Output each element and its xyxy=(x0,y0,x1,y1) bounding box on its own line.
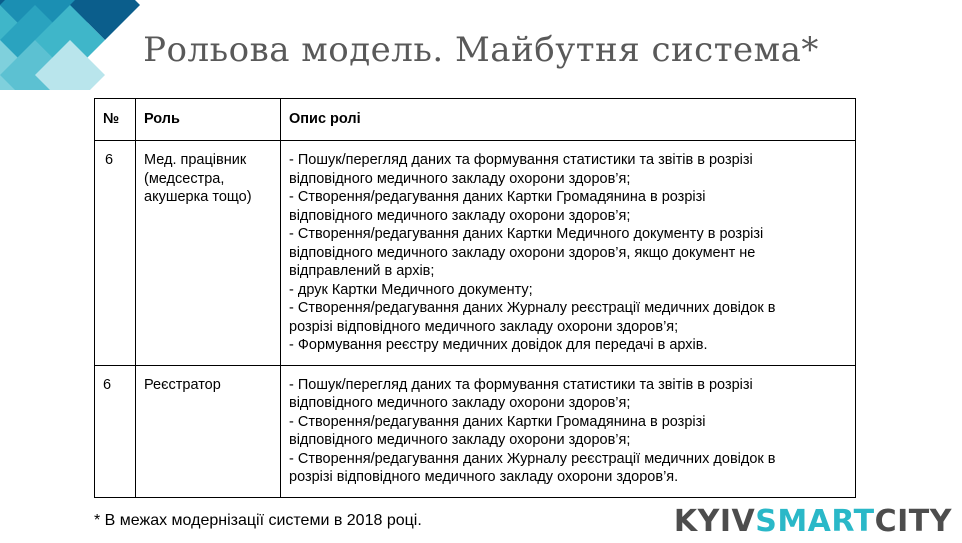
description-line: - Створення/редагування даних Журналу реєстрації медичних довідок в xyxy=(289,300,776,316)
table-header-row xyxy=(95,99,856,141)
roles-table xyxy=(94,98,856,498)
logo-part-city: CITY xyxy=(874,504,952,539)
row-number: 6 xyxy=(95,365,136,497)
description-line: - Пошук/перегляд даних та формування статистики та звітів в розрізі xyxy=(289,376,753,393)
slide-title: Рольова модель. Майбутня система* xyxy=(143,30,819,70)
description-line: відповідного медичного закладу охорони здоров’я; xyxy=(289,170,631,187)
description-line: - Створення/редагування даних Картки Громадянина в розрізі xyxy=(289,189,706,205)
description-line: - друк Картки Медичного документу; xyxy=(289,281,533,298)
footnote: * В межах модернізації системи в 2018 році. xyxy=(94,512,422,529)
description-line: відповідного медичного закладу охорони здоров’я; xyxy=(289,432,631,448)
role-name xyxy=(136,365,281,497)
role-line: Реєстратор xyxy=(144,376,221,393)
logo-part-kyiv: KYIV xyxy=(673,504,756,539)
table-row xyxy=(95,365,856,497)
role-line: (медсестра, xyxy=(144,170,225,187)
description-line: відправлений в архів; xyxy=(289,263,435,279)
description-line: розрізі відповідного медичного закладу охорони здоров’я; xyxy=(289,318,679,335)
header-number: № xyxy=(95,99,136,141)
role-description xyxy=(281,365,856,497)
header-description: Опис ролі xyxy=(281,99,856,141)
description-line: - Формування реєстру медичних довідок для передачі в архів. xyxy=(289,337,708,353)
description-line: відповідного медичного закладу охорони здоров’я; xyxy=(289,207,631,224)
role-line: Мед. працівник xyxy=(144,152,247,168)
header-role: Роль xyxy=(136,99,281,141)
logo-part-smart: SMART xyxy=(755,504,875,539)
description-line: відповідного медичного закладу охорони здоров’я, якщо документ не xyxy=(289,244,756,261)
table-row xyxy=(95,141,856,366)
description-line: - Створення/редагування даних Картки Медичного документу в розрізі xyxy=(289,226,764,242)
description-line: - Створення/редагування даних Картки Громадянина в розрізі xyxy=(289,413,706,430)
role-name xyxy=(136,141,281,366)
description-line: - Створення/редагування даних Журналу реєстрації медичних довідок в xyxy=(289,450,776,467)
description-line: розрізі відповідного медичного закладу охорони здоров’я. xyxy=(289,469,679,485)
role-line: акушерка тощо) xyxy=(144,189,252,205)
description-line: - Пошук/перегляд даних та формування статистики та звітів в розрізі xyxy=(289,152,753,168)
row-number: 6 xyxy=(95,141,136,366)
description-line: відповідного медичного закладу охорони здоров’я; xyxy=(289,395,631,411)
kyiv-smart-city-logo xyxy=(674,504,952,539)
role-description xyxy=(281,141,856,366)
